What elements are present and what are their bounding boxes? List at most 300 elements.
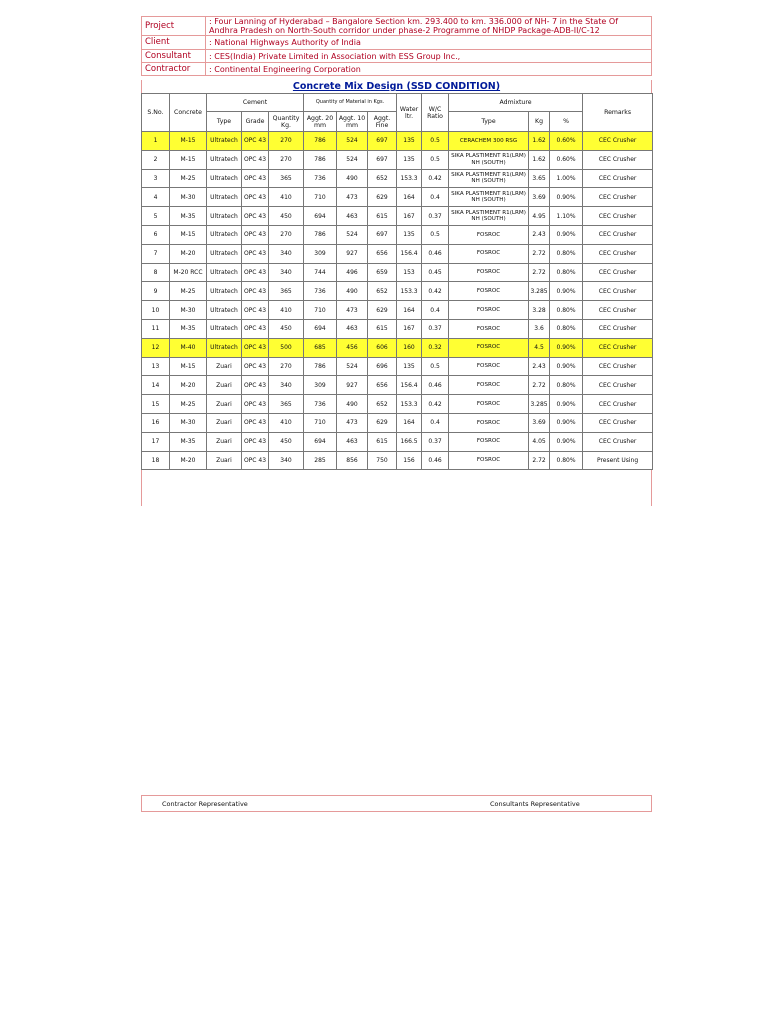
cell-a20: 309 xyxy=(304,244,337,263)
page-title: Concrete Mix Design (SSD CONDITION) xyxy=(141,80,652,93)
cell-adm: CERACHEM 300 RSG xyxy=(449,132,529,151)
cell-adm: SIKA PLASTIMENT R1(LRM) NH (SOUTH) xyxy=(449,188,529,207)
cell-fine: 750 xyxy=(368,451,397,470)
cell-grade: OPC 43 xyxy=(242,301,269,320)
cell-sno: 6 xyxy=(142,225,170,244)
cell-pct: 1.00% xyxy=(550,169,583,188)
cell-sno: 14 xyxy=(142,376,170,395)
cell-kg: 2.72 xyxy=(529,451,550,470)
col-admixture: Admixture xyxy=(449,94,583,112)
cell-a20: 736 xyxy=(304,169,337,188)
cell-concrete: M-35 xyxy=(170,207,207,226)
cell-kg: 4.05 xyxy=(529,432,550,451)
cell-remarks: CEC Crusher xyxy=(583,357,653,376)
cell-pct: 0.90% xyxy=(550,395,583,414)
cell-wc: 0.5 xyxy=(422,150,449,169)
cell-kg: 1.62 xyxy=(529,132,550,151)
cell-concrete: M-35 xyxy=(170,432,207,451)
cell-a10: 490 xyxy=(337,282,368,301)
table-row xyxy=(142,207,653,226)
cell-a20: 285 xyxy=(304,451,337,470)
cell-sno: 8 xyxy=(142,263,170,282)
cell-type: Ultratech xyxy=(207,150,242,169)
cell-adm: SIKA PLASTIMENT R1(LRM) NH (SOUTH) xyxy=(449,207,529,226)
cell-pct: 0.80% xyxy=(550,244,583,263)
table-row xyxy=(142,132,653,151)
cell-a20: 309 xyxy=(304,376,337,395)
cell-a10: 463 xyxy=(337,319,368,338)
cell-remarks: CEC Crusher xyxy=(583,301,653,320)
cell-type: Zuari xyxy=(207,395,242,414)
cell-grade: OPC 43 xyxy=(242,376,269,395)
cell-fine: 696 xyxy=(368,357,397,376)
table-row xyxy=(142,188,653,207)
cell-qty: 365 xyxy=(269,282,304,301)
cell-adm: FOSROC xyxy=(449,395,529,414)
cell-water: 135 xyxy=(397,132,422,151)
cell-concrete: M-25 xyxy=(170,169,207,188)
cell-qty: 340 xyxy=(269,451,304,470)
cell-fine: 615 xyxy=(368,319,397,338)
cell-fine: 652 xyxy=(368,169,397,188)
table-row xyxy=(142,319,653,338)
cell-fine: 615 xyxy=(368,207,397,226)
cell-a20: 694 xyxy=(304,207,337,226)
cell-adm: FOSROC xyxy=(449,357,529,376)
cell-remarks: CEC Crusher xyxy=(583,413,653,432)
cell-wc: 0.4 xyxy=(422,301,449,320)
cell-concrete: M-30 xyxy=(170,413,207,432)
contractor-label: Contractor xyxy=(142,63,206,76)
cell-a20: 710 xyxy=(304,413,337,432)
cell-remarks: CEC Crusher xyxy=(583,207,653,226)
cell-concrete: M-20 xyxy=(170,244,207,263)
cell-adm: SIKA PLASTIMENT R1(LRM) NH (SOUTH) xyxy=(449,150,529,169)
cell-type: Zuari xyxy=(207,376,242,395)
cell-qty: 365 xyxy=(269,169,304,188)
cell-pct: 0.80% xyxy=(550,319,583,338)
cell-remarks: CEC Crusher xyxy=(583,395,653,414)
cell-adm: FOSROC xyxy=(449,338,529,357)
cell-sno: 11 xyxy=(142,319,170,338)
cell-kg: 1.62 xyxy=(529,150,550,169)
cell-type: Ultratech xyxy=(207,319,242,338)
cell-adm: FOSROC xyxy=(449,376,529,395)
cell-a20: 786 xyxy=(304,132,337,151)
cell-adm: FOSROC xyxy=(449,263,529,282)
cell-a10: 524 xyxy=(337,357,368,376)
cell-pct: 0.90% xyxy=(550,413,583,432)
cell-qty: 410 xyxy=(269,188,304,207)
table-row xyxy=(142,263,653,282)
cell-grade: OPC 43 xyxy=(242,432,269,451)
table-row xyxy=(142,357,653,376)
cell-wc: 0.45 xyxy=(422,263,449,282)
mix-design-table xyxy=(141,93,653,470)
table-row xyxy=(142,451,653,470)
col-water: Water ltr. xyxy=(397,94,422,132)
cell-water: 135 xyxy=(397,357,422,376)
cell-a20: 710 xyxy=(304,301,337,320)
table-row xyxy=(142,169,653,188)
consultant-value: : CES(India) Private Limited in Association with ESS Group Inc., xyxy=(206,50,652,63)
cell-concrete: M-30 xyxy=(170,188,207,207)
cell-water: 153.3 xyxy=(397,395,422,414)
cell-concrete: M-15 xyxy=(170,150,207,169)
cell-remarks: CEC Crusher xyxy=(583,150,653,169)
cell-kg: 3.285 xyxy=(529,282,550,301)
cell-sno: 2 xyxy=(142,150,170,169)
cell-remarks: CEC Crusher xyxy=(583,376,653,395)
cell-a10: 524 xyxy=(337,225,368,244)
cell-adm: FOSROC xyxy=(449,451,529,470)
cell-remarks: CEC Crusher xyxy=(583,263,653,282)
cell-fine: 656 xyxy=(368,376,397,395)
cell-a10: 463 xyxy=(337,207,368,226)
cell-a20: 736 xyxy=(304,395,337,414)
cell-fine: 629 xyxy=(368,188,397,207)
cell-wc: 0.4 xyxy=(422,413,449,432)
cell-remarks: CEC Crusher xyxy=(583,338,653,357)
col-aggt-10: Aggt. 10 mm xyxy=(337,112,368,132)
cell-a10: 927 xyxy=(337,376,368,395)
cell-kg: 4.5 xyxy=(529,338,550,357)
cell-type: Ultratech xyxy=(207,338,242,357)
cell-grade: OPC 43 xyxy=(242,132,269,151)
cell-a10: 524 xyxy=(337,132,368,151)
cell-water: 164 xyxy=(397,188,422,207)
cell-water: 167 xyxy=(397,319,422,338)
cell-type: Ultratech xyxy=(207,188,242,207)
cell-adm: FOSROC xyxy=(449,282,529,301)
client-label: Client xyxy=(142,36,206,50)
table-row xyxy=(142,376,653,395)
cell-qty: 410 xyxy=(269,413,304,432)
cell-wc: 0.32 xyxy=(422,338,449,357)
cell-qty: 270 xyxy=(269,225,304,244)
cell-a20: 736 xyxy=(304,282,337,301)
col-adm-qty: Kg xyxy=(529,112,550,132)
col-sno: S.No. xyxy=(142,94,170,132)
table-row xyxy=(142,301,653,320)
col-remarks: Remarks xyxy=(583,94,653,132)
cell-sno: 12 xyxy=(142,338,170,357)
cell-water: 156 xyxy=(397,451,422,470)
cell-remarks: CEC Crusher xyxy=(583,432,653,451)
cell-water: 135 xyxy=(397,225,422,244)
cell-grade: OPC 43 xyxy=(242,244,269,263)
cell-type: Ultratech xyxy=(207,132,242,151)
cell-pct: 0.80% xyxy=(550,451,583,470)
cell-sno: 15 xyxy=(142,395,170,414)
cell-a10: 473 xyxy=(337,413,368,432)
cell-concrete: M-15 xyxy=(170,132,207,151)
cell-concrete: M-15 xyxy=(170,225,207,244)
cell-water: 153.3 xyxy=(397,169,422,188)
cell-a10: 927 xyxy=(337,244,368,263)
cell-fine: 652 xyxy=(368,282,397,301)
cell-wc: 0.46 xyxy=(422,244,449,263)
cell-water: 153 xyxy=(397,263,422,282)
cell-adm: FOSROC xyxy=(449,244,529,263)
cell-adm: FOSROC xyxy=(449,225,529,244)
cell-grade: OPC 43 xyxy=(242,282,269,301)
cell-fine: 606 xyxy=(368,338,397,357)
cell-kg: 2.43 xyxy=(529,357,550,376)
cell-sno: 5 xyxy=(142,207,170,226)
table-row xyxy=(142,244,653,263)
cell-qty: 450 xyxy=(269,207,304,226)
cell-wc: 0.5 xyxy=(422,132,449,151)
cell-concrete: M-20 xyxy=(170,376,207,395)
cell-adm: FOSROC xyxy=(449,413,529,432)
cell-concrete: M-25 xyxy=(170,282,207,301)
cell-sno: 4 xyxy=(142,188,170,207)
consultant-representative: Consultants Representative xyxy=(490,800,580,808)
cell-type: Zuari xyxy=(207,432,242,451)
cell-kg: 4.95 xyxy=(529,207,550,226)
cell-qty: 500 xyxy=(269,338,304,357)
cell-sno: 3 xyxy=(142,169,170,188)
cell-a10: 473 xyxy=(337,301,368,320)
cell-grade: OPC 43 xyxy=(242,150,269,169)
cell-pct: 0.80% xyxy=(550,263,583,282)
cell-a20: 685 xyxy=(304,338,337,357)
col-cement: Cement xyxy=(207,94,304,112)
project-label: Project xyxy=(142,17,206,36)
cell-adm: FOSROC xyxy=(449,432,529,451)
cell-remarks: Present Using xyxy=(583,451,653,470)
cell-a20: 744 xyxy=(304,263,337,282)
cell-adm: FOSROC xyxy=(449,319,529,338)
cell-qty: 450 xyxy=(269,319,304,338)
contractor-value: : Continental Engineering Corporation xyxy=(206,63,652,76)
cell-wc: 0.46 xyxy=(422,451,449,470)
cell-kg: 2.72 xyxy=(529,376,550,395)
cell-water: 156.4 xyxy=(397,244,422,263)
cell-type: Zuari xyxy=(207,413,242,432)
cell-type: Zuari xyxy=(207,357,242,376)
cell-wc: 0.42 xyxy=(422,169,449,188)
cell-water: 164 xyxy=(397,413,422,432)
cell-water: 164 xyxy=(397,301,422,320)
table-row xyxy=(142,395,653,414)
cell-a10: 463 xyxy=(337,432,368,451)
cell-fine: 629 xyxy=(368,301,397,320)
cell-type: Ultratech xyxy=(207,301,242,320)
cell-fine: 697 xyxy=(368,150,397,169)
cell-remarks: CEC Crusher xyxy=(583,244,653,263)
cell-fine: 629 xyxy=(368,413,397,432)
cell-sno: 17 xyxy=(142,432,170,451)
cell-qty: 340 xyxy=(269,263,304,282)
cell-a10: 524 xyxy=(337,150,368,169)
cell-a20: 694 xyxy=(304,432,337,451)
cell-wc: 0.5 xyxy=(422,357,449,376)
contractor-representative: Contractor Representative xyxy=(162,800,248,808)
cell-water: 167 xyxy=(397,207,422,226)
cell-a10: 856 xyxy=(337,451,368,470)
cell-sno: 13 xyxy=(142,357,170,376)
cell-a20: 694 xyxy=(304,319,337,338)
cell-type: Ultratech xyxy=(207,244,242,263)
table-row xyxy=(142,282,653,301)
col-aggt-20: Aggt. 20 mm xyxy=(304,112,337,132)
cell-pct: 0.90% xyxy=(550,188,583,207)
cell-pct: 0.90% xyxy=(550,338,583,357)
cell-a10: 496 xyxy=(337,263,368,282)
cell-wc: 0.4 xyxy=(422,188,449,207)
cell-sno: 7 xyxy=(142,244,170,263)
cell-wc: 0.37 xyxy=(422,207,449,226)
cell-grade: OPC 43 xyxy=(242,225,269,244)
col-qty-material: Quantity of Material in Kgs. xyxy=(304,94,397,112)
client-value: : National Highways Authority of India xyxy=(206,36,652,50)
cell-grade: OPC 43 xyxy=(242,263,269,282)
cell-wc: 0.37 xyxy=(422,432,449,451)
cell-remarks: CEC Crusher xyxy=(583,188,653,207)
blank-area xyxy=(141,470,652,506)
cell-water: 156.4 xyxy=(397,376,422,395)
cell-sno: 9 xyxy=(142,282,170,301)
table-row xyxy=(142,225,653,244)
cell-fine: 659 xyxy=(368,263,397,282)
col-cement-qty: Quantity Kg. xyxy=(269,112,304,132)
cell-grade: OPC 43 xyxy=(242,319,269,338)
col-cement-grade: Grade xyxy=(242,112,269,132)
cell-a10: 490 xyxy=(337,169,368,188)
cell-sno: 18 xyxy=(142,451,170,470)
cell-remarks: CEC Crusher xyxy=(583,282,653,301)
cell-grade: OPC 43 xyxy=(242,338,269,357)
cell-remarks: CEC Crusher xyxy=(583,319,653,338)
cell-fine: 697 xyxy=(368,132,397,151)
cell-kg: 2.72 xyxy=(529,263,550,282)
cell-a20: 786 xyxy=(304,225,337,244)
cell-pct: 1.10% xyxy=(550,207,583,226)
table-row xyxy=(142,150,653,169)
cell-kg: 3.69 xyxy=(529,188,550,207)
cell-kg: 3.69 xyxy=(529,413,550,432)
cell-concrete: M-20 xyxy=(170,451,207,470)
cell-water: 153.3 xyxy=(397,282,422,301)
cell-kg: 2.43 xyxy=(529,225,550,244)
cell-qty: 270 xyxy=(269,150,304,169)
cell-sno: 10 xyxy=(142,301,170,320)
cell-grade: OPC 43 xyxy=(242,169,269,188)
table-row xyxy=(142,432,653,451)
col-adm-type: Type xyxy=(449,112,529,132)
cell-sno: 16 xyxy=(142,413,170,432)
cell-grade: OPC 43 xyxy=(242,413,269,432)
cell-pct: 0.60% xyxy=(550,150,583,169)
cell-grade: OPC 43 xyxy=(242,357,269,376)
cell-concrete: M-25 xyxy=(170,395,207,414)
cell-kg: 3.285 xyxy=(529,395,550,414)
cell-fine: 615 xyxy=(368,432,397,451)
cell-wc: 0.37 xyxy=(422,319,449,338)
cell-grade: OPC 43 xyxy=(242,451,269,470)
col-cement-type: Type xyxy=(207,112,242,132)
cell-type: Ultratech xyxy=(207,169,242,188)
table-row xyxy=(142,338,653,357)
cell-concrete: M-40 xyxy=(170,338,207,357)
cell-qty: 365 xyxy=(269,395,304,414)
col-adm-pct: % xyxy=(550,112,583,132)
cell-kg: 3.6 xyxy=(529,319,550,338)
cell-kg: 2.72 xyxy=(529,244,550,263)
cell-qty: 270 xyxy=(269,357,304,376)
cell-water: 166.5 xyxy=(397,432,422,451)
cell-a20: 786 xyxy=(304,357,337,376)
project-value: : Four Lanning of Hyderabad – Bangalore Section km. 293.400 to km. 336.000 of NH- 7 in the State Of Andhra Pradesh on North-South corridor under phase-2 Programme of NHDP Package-ADB-II/C-12 xyxy=(206,17,652,36)
cell-pct: 0.80% xyxy=(550,301,583,320)
cell-water: 135 xyxy=(397,150,422,169)
cell-pct: 0.90% xyxy=(550,432,583,451)
cell-grade: OPC 43 xyxy=(242,207,269,226)
cell-qty: 410 xyxy=(269,301,304,320)
cell-grade: OPC 43 xyxy=(242,188,269,207)
cell-concrete: M-20 RCC xyxy=(170,263,207,282)
col-concrete: Concrete xyxy=(170,94,207,132)
cell-remarks: CEC Crusher xyxy=(583,169,653,188)
cell-type: Ultratech xyxy=(207,282,242,301)
signature-footer xyxy=(141,795,652,812)
cell-a10: 473 xyxy=(337,188,368,207)
cell-grade: OPC 43 xyxy=(242,395,269,414)
project-header-table xyxy=(141,16,652,76)
consultant-label: Consultant xyxy=(142,50,206,63)
cell-fine: 656 xyxy=(368,244,397,263)
cell-a20: 786 xyxy=(304,150,337,169)
cell-qty: 270 xyxy=(269,132,304,151)
cell-pct: 0.90% xyxy=(550,357,583,376)
cell-sno: 1 xyxy=(142,132,170,151)
cell-wc: 0.42 xyxy=(422,395,449,414)
cell-qty: 340 xyxy=(269,244,304,263)
cell-qty: 340 xyxy=(269,376,304,395)
cell-concrete: M-35 xyxy=(170,319,207,338)
cell-type: Zuari xyxy=(207,451,242,470)
col-aggt-fine: Aggt. Fine xyxy=(368,112,397,132)
cell-remarks: CEC Crusher xyxy=(583,132,653,151)
cell-pct: 0.90% xyxy=(550,282,583,301)
cell-adm: FOSROC xyxy=(449,301,529,320)
cell-a10: 456 xyxy=(337,338,368,357)
cell-wc: 0.42 xyxy=(422,282,449,301)
cell-fine: 652 xyxy=(368,395,397,414)
cell-wc: 0.46 xyxy=(422,376,449,395)
cell-qty: 450 xyxy=(269,432,304,451)
cell-remarks: CEC Crusher xyxy=(583,225,653,244)
cell-pct: 0.90% xyxy=(550,225,583,244)
cell-water: 160 xyxy=(397,338,422,357)
col-wc: W/C Ratio xyxy=(422,94,449,132)
cell-fine: 697 xyxy=(368,225,397,244)
cell-kg: 3.28 xyxy=(529,301,550,320)
cell-a20: 710 xyxy=(304,188,337,207)
cell-adm: SIKA PLASTIMENT R1(LRM) NH (SOUTH) xyxy=(449,169,529,188)
cell-kg: 3.65 xyxy=(529,169,550,188)
cell-concrete: M-15 xyxy=(170,357,207,376)
cell-pct: 0.80% xyxy=(550,376,583,395)
cell-concrete: M-30 xyxy=(170,301,207,320)
cell-wc: 0.5 xyxy=(422,225,449,244)
cell-a10: 490 xyxy=(337,395,368,414)
cell-type: Ultratech xyxy=(207,263,242,282)
cell-type: Ultratech xyxy=(207,207,242,226)
cell-type: Ultratech xyxy=(207,225,242,244)
